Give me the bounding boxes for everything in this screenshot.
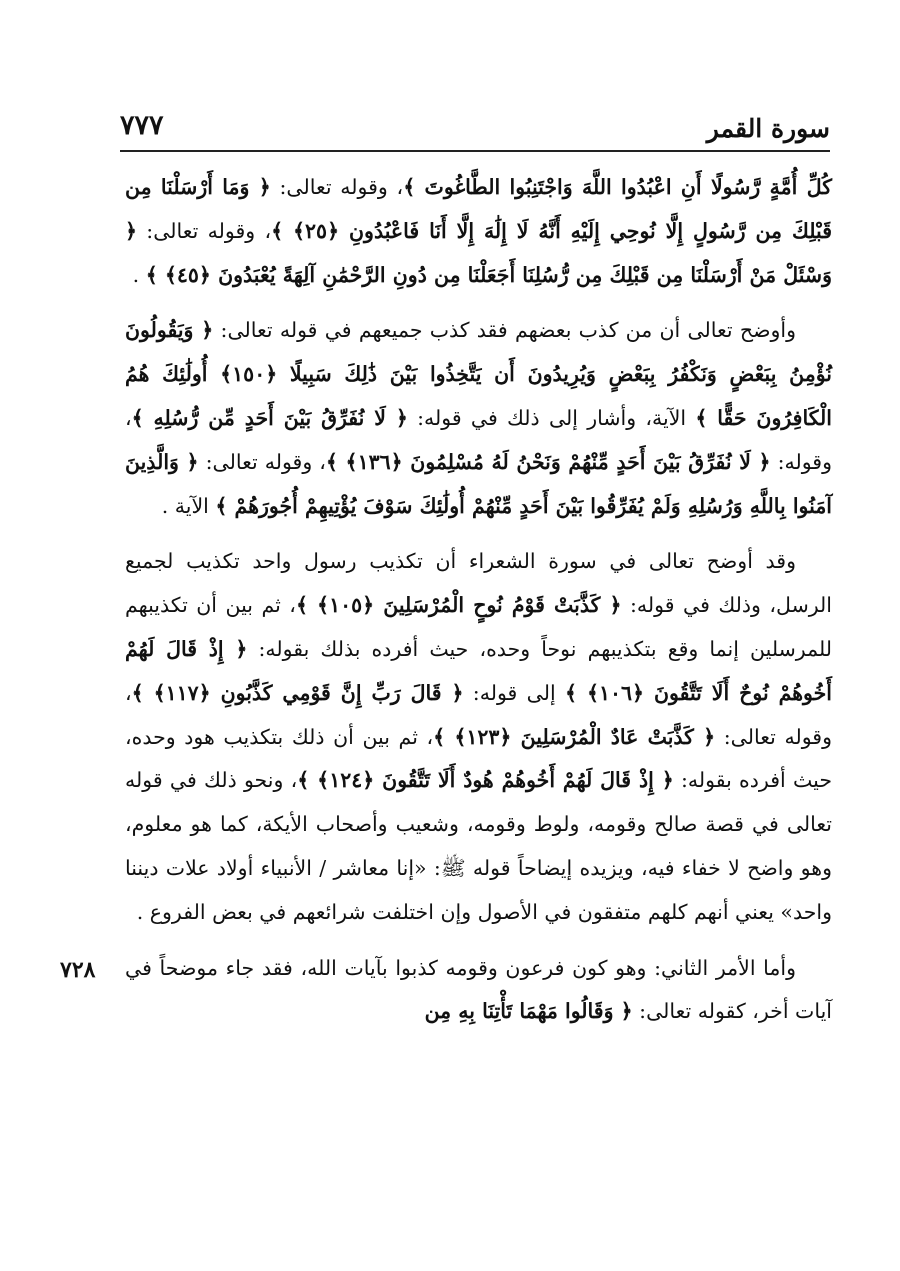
quran-quote: ﴿ لَا نُفَرِّقُ بَيْنَ أَحَدٍ مِّنْهُمْ وَنَحْنُ لَهُ مُسْلِمُونَ ﴿١٣٦﴾ ﴾ bbox=[325, 449, 771, 474]
text-segment: وأوضح تعالى أن من كذب بعضهم فقد كذب جميعهم في قوله تعالى: bbox=[213, 318, 796, 343]
text-segment: ، ثم بين أن تكذيبهم للمرسلين إنما وقع بتكذيبهم نوحاً وحده، حيث أفرده بذلك بقوله: bbox=[125, 593, 832, 661]
text-segment: وأما الأمر الثاني: وهو كون فرعون وقومه كذبوا بآيات الله، فقد جاء موضحاً في آيات أخر، كقوله تعالى: bbox=[125, 955, 832, 1024]
quran-quote: ﴿ كَذَّبَتْ عَادٌ الْمُرْسَلِينَ ﴿١٢٣﴾ ﴾ bbox=[433, 724, 716, 749]
page-number: ٧٧٧ bbox=[120, 110, 164, 141]
paragraph bbox=[125, 540, 832, 934]
text-segment: الآية . bbox=[161, 493, 216, 518]
text-segment: وقد أوضح تعالى في سورة الشعراء أن تكذيب رسول واحد تكذيب لجميع الرسل، وذلك في قوله: bbox=[125, 549, 832, 618]
quran-quote: ﴿ قَالَ رَبِّ إِنَّ قَوْمِي كَذَّبُونِ ﴿١١٧﴾ ﴾ bbox=[131, 680, 464, 705]
header-divider bbox=[120, 150, 830, 152]
margin-page-reference: ٧٢٨ bbox=[60, 957, 96, 983]
text-segment: ، وقوله تعالى: bbox=[137, 218, 272, 243]
text-segment: . bbox=[132, 262, 146, 287]
paragraph bbox=[125, 309, 832, 528]
text-segment: ، وقوله: bbox=[125, 405, 833, 474]
text-segment: ، ونحو ذلك في قوله تعالى في قصة صالح وقومه، ولوط وقومه، وشعيب وأصحاب الأيكة، كما هو معلوم، وهو واضح لا خفاء فيه، ويزيده إيضاحاً قوله ﷺ: «إنا معاشر / الأنبياء أولاد علات ديننا واحد» يعني أنهم كلهم متفقون في الأصول وإن اختلفت شرائعهم في بعض الفروع . bbox=[125, 768, 832, 924]
text-segment: ، ثم بين أن ذلك بتكذيب هود وحده، حيث أفرده بقوله: bbox=[125, 724, 832, 793]
quran-quote: ﴿ إِذْ قَالَ لَهُمْ أَخُوهُمْ نُوحٌ أَلَا تَتَّقُونَ ﴿١٠٦﴾ ﴾ bbox=[125, 636, 832, 705]
quran-quote: ﴿ وَمَا أَرْسَلْنَا مِن قَبْلِكَ مِن رَّسُولٍ إِلَّا نُوحِي إِلَيْهِ أَنَّهُ لَا إِلَٰهَ إِلَّا أَنَا فَاعْبُدُونِ ﴿٢٥﴾ ﴾ bbox=[125, 175, 832, 243]
page-header bbox=[120, 108, 830, 148]
paragraph bbox=[125, 947, 832, 1035]
quran-quote: ﴿ إِذْ قَالَ لَهُمْ أَخُوهُمْ هُودٌ أَلَا تَتَّقُونَ ﴿١٢٤﴾ ﴾ bbox=[297, 768, 674, 793]
body-text bbox=[125, 166, 832, 1046]
quran-quote: ﴿ كَذَّبَتْ قَوْمُ نُوحٍ الْمُرْسَلِينَ ﴿١٠٥﴾ ﴾ bbox=[295, 593, 622, 618]
quran-quote: ﴿ وَقَالُوا مَهْمَا تَأْتِنَا بِهِ مِن bbox=[424, 999, 633, 1024]
quran-quote: ﴿ وَيَقُولُونَ نُؤْمِنُ بِبَعْضٍ وَنَكْفُرُ بِبَعْضٍ وَيُرِيدُونَ أَن يَتَّخِذُوا بَيْنَ ذَٰلِكَ سَبِيلًا ﴿١٥٠﴾ أُولَٰئِكَ هُمُ الْكَافِرُونَ حَقًّا ﴾ bbox=[125, 318, 832, 430]
text-segment: ، وقوله تعالى: bbox=[125, 680, 832, 749]
paragraph bbox=[125, 166, 832, 297]
quran-quote: ﴿ وَالَّذِينَ آمَنُوا بِاللَّهِ وَرُسُلِهِ وَلَمْ يُفَرِّقُوا بَيْنَ أَحَدٍ مِّنْهُمْ أُولَٰئِكَ سَوْفَ يُؤْتِيهِمْ أُجُورَهُمْ ﴾ bbox=[125, 449, 832, 518]
quran-quote: كُلِّ أُمَّةٍ رَّسُولًا أَنِ اعْبُدُوا اللَّهَ وَاجْتَنِبُوا الطَّاغُوتَ ﴾ bbox=[403, 175, 832, 199]
quran-quote: ﴿ لَا نُفَرِّقُ بَيْنَ أَحَدٍ مِّن رُّسُلِهِ ﴾ bbox=[131, 405, 408, 430]
text-segment: ، وقوله تعالى: bbox=[198, 449, 326, 474]
text-segment: إلى قوله: bbox=[463, 680, 565, 705]
quran-quote: ﴿ وَسْئَلْ مَنْ أَرْسَلْنَا مِن قَبْلِكَ مِن رُّسُلِنَا أَجَعَلْنَا مِن دُونِ الرَّحْمَٰنِ آلِهَةً يُعْبَدُونَ ﴿٤٥﴾ ﴾ bbox=[125, 218, 832, 287]
text-segment: الآية، وأشار إلى ذلك في قوله: bbox=[407, 405, 696, 430]
surah-title: سورة القمر bbox=[706, 114, 830, 143]
text-segment: ، وقوله تعالى: bbox=[270, 175, 404, 199]
